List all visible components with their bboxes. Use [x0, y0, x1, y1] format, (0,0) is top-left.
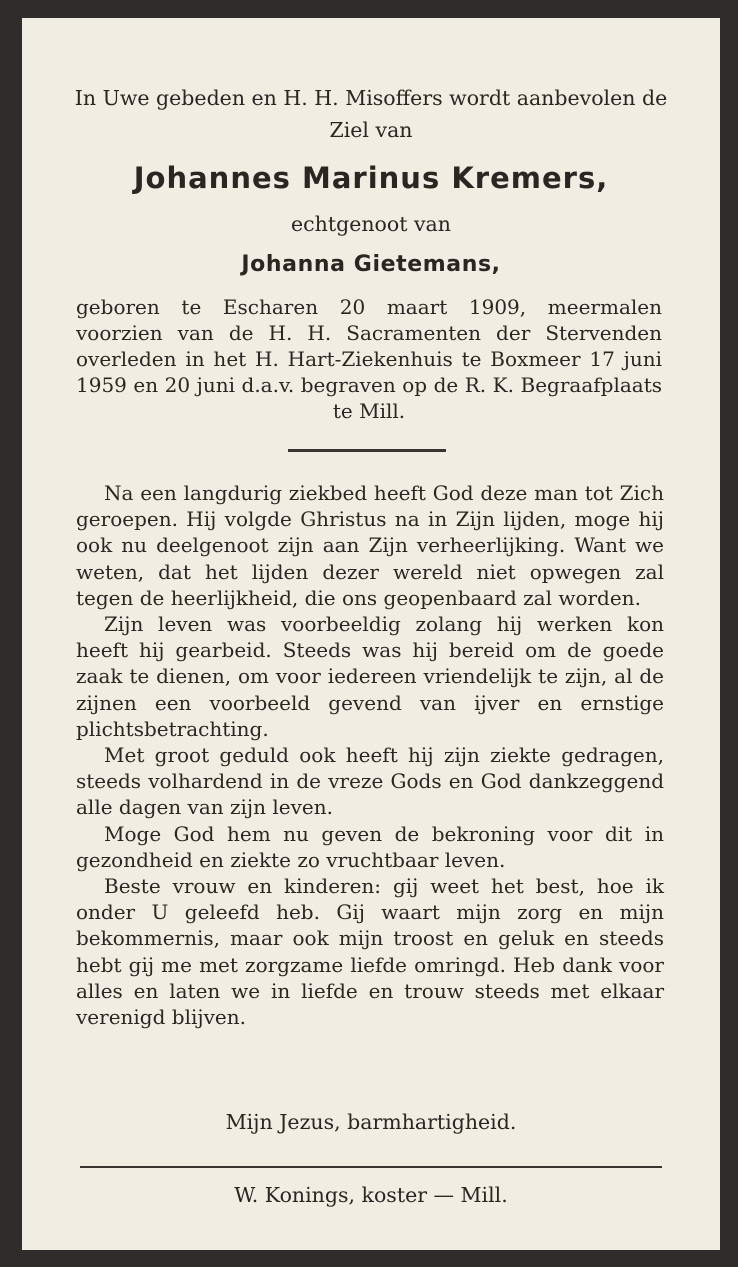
printer-credit: W. Konings, koster — Mill.: [234, 1183, 508, 1207]
footer-divider: [80, 1166, 662, 1168]
intro-text: In Uwe gebeden en H. H. Misoffers wordt aanbevolen de Ziel van: [74, 86, 668, 142]
paragraph: Na een langdurig ziekbed heeft God deze man tot Zich geroepen. Hij volgde Ghristus na in Zijn lijden, moge hij ook nu deelgenoot zijn aan Zijn verheerlijking. Want we weten, dat het lijden dezer wereld niet opwegen zal tegen de heerlijkheid, die ons geopenbaard zal worden.: [76, 481, 664, 610]
biography-text: geboren te Escharen 20 maart 1909, meermalen voorzien van de H. H. Sacramenten der Stervenden overleden in het H. Hart-Ziekenhuis te Boxmeer 17 juni 1959 en 20 juni d.a.v. begraven op de R. K. Begraafplaats te Mill.: [76, 295, 662, 423]
memorial-card: [22, 18, 720, 1250]
section-divider: [288, 449, 446, 452]
paragraph: Beste vrouw en kinderen: gij weet het best, hoe ik onder U geleefd heb. Gij waart mijn zorg en mijn bekommernis, maar ook mijn troost en geluk en steeds hebt gij me met zorgzame liefde omringd. Heb dank voor alles en laten we in liefde en trouw steeds met elkaar verenigd blijven.: [76, 874, 664, 1030]
spouse-name: Johanna Gietemans,: [241, 252, 501, 277]
deceased-name: Johannes Marinus Kremers,: [133, 161, 609, 195]
prayer-line: Mijn Jezus, barmhartigheid.: [225, 1110, 517, 1134]
paragraph: Zijn leven was voorbeeldig zolang hij werken kon heeft hij gearbeid. Steeds was hij bereid om de goede zaak te dienen, om voor iedereen vriendelijk te zijn, al de zijnen een voorbeeld gevend van ijver en ernstige plichtsbetrachting.: [76, 612, 664, 741]
paragraph: Moge God hem nu geven de bekroning voor dit in gezondheid en ziekte zo vruchtbaar leven.: [76, 821, 664, 872]
memorial-text: [76, 480, 664, 1030]
spouse-label: echtgenoot van: [291, 212, 451, 236]
paragraph: Met groot geduld ook heeft hij zijn ziekte gedragen, steeds volhardend in de vreze Gods en God dankzeggend alle dagen van zijn leven.: [76, 743, 664, 820]
